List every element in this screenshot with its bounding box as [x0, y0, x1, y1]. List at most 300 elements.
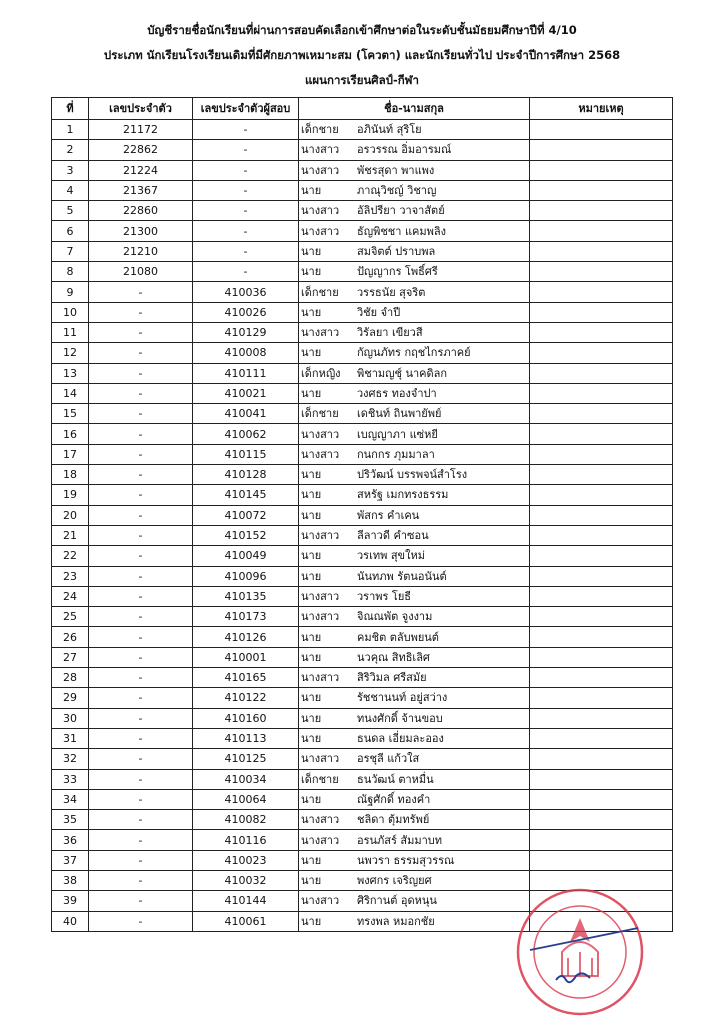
full-name: นันทภพ รัตนอนันต์	[357, 569, 447, 583]
full-name: ทรงพล หมอกชัย	[357, 914, 435, 928]
remark-cell	[530, 302, 673, 322]
row-number: 15	[52, 404, 89, 424]
name-prefix: นางสาว	[301, 610, 340, 624]
name-prefix: นาย	[301, 691, 322, 705]
row-number: 25	[52, 607, 89, 627]
row-number: 7	[52, 241, 89, 261]
remark-cell	[530, 282, 673, 302]
remark-cell	[530, 221, 673, 241]
name-cell	[299, 383, 530, 403]
name-cell	[299, 769, 530, 789]
student-id-cell: -	[89, 322, 193, 342]
name-prefix: นาย	[301, 184, 322, 198]
exam-id-cell: 410152	[193, 525, 299, 545]
table-row	[52, 404, 673, 424]
remark-cell	[530, 505, 673, 525]
remark-cell	[530, 201, 673, 221]
name-cell	[299, 363, 530, 383]
student-id-cell: -	[89, 708, 193, 728]
name-prefix: นาย	[301, 549, 322, 563]
name-cell	[299, 586, 530, 606]
exam-id-cell: 410001	[193, 647, 299, 667]
full-name: จิณณพัต จูงงาม	[357, 610, 433, 624]
row-number: 31	[52, 728, 89, 748]
exam-id-cell: 410125	[193, 749, 299, 769]
remark-cell	[530, 668, 673, 688]
row-number: 23	[52, 566, 89, 586]
remark-cell	[530, 728, 673, 748]
table-row	[52, 647, 673, 667]
exam-id-cell: 410049	[193, 546, 299, 566]
table-row	[52, 830, 673, 850]
table-row	[52, 688, 673, 708]
row-number: 13	[52, 363, 89, 383]
name-cell	[299, 870, 530, 890]
full-name: ธนดล เอี่ยมละออง	[357, 732, 444, 746]
remark-cell	[530, 525, 673, 545]
name-cell	[299, 444, 530, 464]
row-number: 22	[52, 546, 89, 566]
table-row	[52, 465, 673, 485]
exam-id-cell: -	[193, 160, 299, 180]
table-row	[52, 262, 673, 282]
full-name: เบญญาภา แซ่หยี	[357, 427, 438, 441]
name-cell	[299, 708, 530, 728]
student-id-cell: -	[89, 789, 193, 809]
remark-cell	[530, 262, 673, 282]
table-row	[52, 505, 673, 525]
table-row	[52, 241, 673, 261]
name-cell	[299, 404, 530, 424]
student-id-cell: 22860	[89, 201, 193, 221]
document-title: บัญชีรายชื่อนักเรียนที่ผ่านการสอบคัดเลือกเข้าศึกษาต่อในระดับชั้นมัธยมศึกษาปีที่ 4/10	[147, 23, 577, 37]
remark-cell	[530, 180, 673, 200]
student-id-cell: -	[89, 850, 193, 870]
exam-id-cell: 410064	[193, 789, 299, 809]
full-name: กัญนภัทร กฤชไกรภาคย์	[357, 346, 471, 360]
full-name: ชลิดา ตุ้มทรัพย์	[357, 813, 430, 827]
exam-id-cell: 410116	[193, 830, 299, 850]
student-id-cell: -	[89, 343, 193, 363]
student-id-cell: -	[89, 647, 193, 667]
exam-id-cell: 410135	[193, 586, 299, 606]
name-cell	[299, 810, 530, 830]
remark-cell	[530, 830, 673, 850]
full-name: พิชามญชุ์ นาคดิลก	[357, 366, 448, 380]
full-name: ลีลาวดี คำซอน	[357, 529, 429, 543]
exam-id-cell: -	[193, 241, 299, 261]
name-cell	[299, 302, 530, 322]
remark-cell	[530, 140, 673, 160]
full-name: อรนภัสร์ สัมมาบท	[357, 833, 443, 847]
name-prefix: นาย	[301, 305, 322, 319]
row-number: 26	[52, 627, 89, 647]
exam-id-cell: 410113	[193, 728, 299, 748]
name-prefix: นาย	[301, 650, 322, 664]
table-row	[52, 586, 673, 606]
row-number: 10	[52, 302, 89, 322]
full-name: ธัญพิชชา แคมพลิง	[357, 224, 447, 238]
name-prefix: นางสาว	[301, 752, 340, 766]
row-number: 17	[52, 444, 89, 464]
name-prefix: นาย	[301, 853, 322, 867]
full-name: วงศธร ทองจำปา	[357, 387, 437, 400]
name-prefix: นาย	[301, 792, 322, 806]
full-name: พงศกร เจริญยศ	[357, 874, 432, 888]
table-row	[52, 850, 673, 870]
name-cell	[299, 668, 530, 688]
study-plan-title: แผนการเรียนศิลป์-กีฬา	[304, 73, 420, 87]
remark-cell	[530, 120, 673, 140]
remark-cell	[530, 404, 673, 424]
name-cell	[299, 525, 530, 545]
student-id-cell: -	[89, 911, 193, 931]
full-name: พัชรสุดา พาแพง	[357, 163, 435, 177]
table-row	[52, 627, 673, 647]
name-prefix: นางสาว	[301, 326, 340, 340]
row-number: 5	[52, 201, 89, 221]
exam-id-cell: -	[193, 180, 299, 200]
table-row	[52, 180, 673, 200]
remark-cell	[530, 363, 673, 383]
remark-cell	[530, 160, 673, 180]
name-prefix: นางสาว	[301, 833, 340, 847]
header-remark: หมายเหตุ	[530, 98, 673, 120]
student-id-cell: -	[89, 363, 193, 383]
name-prefix: นาย	[301, 468, 322, 482]
exam-id-cell: -	[193, 262, 299, 282]
name-cell	[299, 607, 530, 627]
exam-id-cell: 410041	[193, 404, 299, 424]
name-prefix: นางสาว	[301, 894, 340, 908]
remark-cell	[530, 810, 673, 830]
name-cell	[299, 120, 530, 140]
remark-cell	[530, 343, 673, 363]
row-number: 32	[52, 749, 89, 769]
name-cell	[299, 241, 530, 261]
table-row	[52, 363, 673, 383]
name-cell	[299, 627, 530, 647]
full-name: สหรัฐ เมกทรงธรรม	[357, 488, 449, 502]
table-row	[52, 607, 673, 627]
table-row	[52, 870, 673, 890]
name-cell	[299, 647, 530, 667]
exam-id-cell: 410032	[193, 870, 299, 890]
student-list-table	[51, 97, 673, 932]
full-name: รัชชานนท์ อยู่สว่าง	[357, 691, 448, 705]
name-prefix: นาย	[301, 244, 322, 258]
name-cell	[299, 830, 530, 850]
row-number: 40	[52, 911, 89, 931]
student-id-cell: -	[89, 282, 193, 302]
row-number: 3	[52, 160, 89, 180]
exam-id-cell: 410126	[193, 627, 299, 647]
table-row	[52, 546, 673, 566]
name-prefix: นาย	[301, 914, 322, 928]
name-cell	[299, 749, 530, 769]
exam-id-cell: 410021	[193, 383, 299, 403]
remark-cell	[530, 566, 673, 586]
name-prefix: นาย	[301, 508, 322, 522]
table-row	[52, 201, 673, 221]
full-name: ทนงศักดิ์ จ้านขอบ	[357, 711, 443, 725]
student-id-cell: 21300	[89, 221, 193, 241]
name-prefix: นางสาว	[301, 589, 340, 603]
student-id-cell: -	[89, 302, 193, 322]
name-prefix: เด็กชาย	[301, 285, 339, 299]
student-id-cell: 21172	[89, 120, 193, 140]
table-row	[52, 140, 673, 160]
name-prefix: นางสาว	[301, 224, 340, 238]
exam-id-cell: 410023	[193, 850, 299, 870]
exam-id-cell: 410173	[193, 607, 299, 627]
student-id-cell: -	[89, 728, 193, 748]
row-number: 21	[52, 525, 89, 545]
student-id-cell: 21367	[89, 180, 193, 200]
name-prefix: นาย	[301, 569, 322, 583]
name-prefix: เด็กชาย	[301, 123, 339, 137]
table-row	[52, 343, 673, 363]
student-id-cell: -	[89, 525, 193, 545]
table-row	[52, 668, 673, 688]
student-id-cell: 21224	[89, 160, 193, 180]
table-header-row	[52, 98, 673, 120]
exam-id-cell: 410008	[193, 343, 299, 363]
row-number: 34	[52, 789, 89, 809]
student-id-cell: -	[89, 444, 193, 464]
remark-cell	[530, 424, 673, 444]
name-prefix: นางสาว	[301, 427, 340, 441]
full-name: นวคุณ สิทธิเลิศ	[357, 650, 430, 664]
exam-id-cell: 410061	[193, 911, 299, 931]
full-name: วราพร โยธี	[357, 589, 411, 603]
table-row	[52, 728, 673, 748]
name-cell	[299, 688, 530, 708]
full-name: อัลิปรียา วาจาสัตย์	[357, 204, 445, 218]
row-number: 1	[52, 120, 89, 140]
student-id-cell: 21210	[89, 241, 193, 261]
row-number: 29	[52, 688, 89, 708]
full-name: อภินันท์ สุริโย	[357, 123, 422, 137]
table-row	[52, 302, 673, 322]
row-number: 20	[52, 505, 89, 525]
student-id-cell: -	[89, 586, 193, 606]
name-prefix: เด็กชาย	[301, 772, 339, 786]
table-row	[52, 769, 673, 789]
full-name: ธนวัฒน์ ตาหมื่น	[357, 772, 434, 786]
name-cell	[299, 180, 530, 200]
header-no: ที่	[52, 98, 89, 120]
name-prefix: นาย	[301, 346, 322, 360]
full-name: สมจิตต์ ปราบพล	[357, 244, 436, 258]
table-row	[52, 221, 673, 241]
row-number: 24	[52, 586, 89, 606]
name-cell	[299, 546, 530, 566]
remark-cell	[530, 749, 673, 769]
name-cell	[299, 891, 530, 911]
full-name: ปัญญากร โพธิ์ศรี	[357, 265, 438, 279]
student-id-cell: -	[89, 383, 193, 403]
full-name: อรวรรณ อิ่มอารมณ์	[357, 143, 452, 157]
row-number: 16	[52, 424, 89, 444]
remark-cell	[530, 546, 673, 566]
exam-id-cell: 410062	[193, 424, 299, 444]
student-id-cell: 22862	[89, 140, 193, 160]
table-row	[52, 282, 673, 302]
row-number: 12	[52, 343, 89, 363]
name-prefix: นาย	[301, 630, 322, 644]
name-cell	[299, 911, 530, 931]
table-row	[52, 749, 673, 769]
student-id-cell: -	[89, 769, 193, 789]
remark-cell	[530, 383, 673, 403]
remark-cell	[530, 911, 673, 931]
full-name: ภาณุวิชญ์ วิชาญ	[357, 184, 437, 198]
full-name: คมชิต ตลับพยนต์	[357, 630, 439, 644]
student-id-cell: -	[89, 404, 193, 424]
table-row	[52, 444, 673, 464]
student-id-cell: -	[89, 668, 193, 688]
remark-cell	[530, 708, 673, 728]
full-name: วรเทพ สุขใหม่	[357, 549, 425, 563]
exam-id-cell: 410034	[193, 769, 299, 789]
remark-cell	[530, 769, 673, 789]
remark-cell	[530, 891, 673, 911]
student-id-cell: -	[89, 546, 193, 566]
student-id-cell: -	[89, 830, 193, 850]
header-name: ชื่อ-นามสกุล	[299, 98, 530, 120]
full-name: เดชินท์ ถินพายัพย์	[357, 407, 442, 421]
name-prefix: นางสาว	[301, 447, 340, 461]
exam-id-cell: 410145	[193, 485, 299, 505]
full-name: วิรัลยา เขียวสี	[357, 326, 423, 340]
row-number: 30	[52, 708, 89, 728]
remark-cell	[530, 607, 673, 627]
full-name: สิริวิมล ศรีสมัย	[357, 671, 427, 685]
table-row	[52, 891, 673, 911]
remark-cell	[530, 586, 673, 606]
name-cell	[299, 201, 530, 221]
remark-cell	[530, 688, 673, 708]
row-number: 8	[52, 262, 89, 282]
exam-id-cell: 410115	[193, 444, 299, 464]
name-prefix: นาย	[301, 711, 322, 725]
remark-cell	[530, 789, 673, 809]
student-id-cell: -	[89, 566, 193, 586]
student-id-cell: -	[89, 870, 193, 890]
remark-cell	[530, 850, 673, 870]
student-id-cell: -	[89, 485, 193, 505]
row-number: 6	[52, 221, 89, 241]
full-name: ณัฐศักดิ์ ทองคำ	[357, 792, 431, 806]
table-row	[52, 424, 673, 444]
exam-id-cell: 410096	[193, 566, 299, 586]
full-name: วิชัย จำปี	[357, 305, 401, 319]
remark-cell	[530, 465, 673, 485]
remark-cell	[530, 627, 673, 647]
exam-id-cell: 410122	[193, 688, 299, 708]
name-cell	[299, 424, 530, 444]
exam-id-cell: 410082	[193, 810, 299, 830]
row-number: 38	[52, 870, 89, 890]
name-cell	[299, 221, 530, 241]
name-prefix: นางสาว	[301, 163, 340, 177]
document-subtitle: ประเภท นักเรียนโรงเรียนเดิมที่มีศักยภาพเหมาะสม (โควตา) และนักเรียนทั่วไป ประจำปีการศึกษา 2568	[103, 48, 621, 62]
name-prefix: นาย	[301, 387, 322, 400]
name-cell	[299, 262, 530, 282]
name-prefix: นาย	[301, 732, 322, 746]
name-cell	[299, 465, 530, 485]
exam-id-cell: -	[193, 120, 299, 140]
name-prefix: นางสาว	[301, 143, 340, 157]
name-prefix: นางสาว	[301, 813, 340, 827]
full-name: พัสกร คำเคน	[357, 508, 420, 522]
student-id-cell: -	[89, 465, 193, 485]
table-row	[52, 810, 673, 830]
student-id-cell: -	[89, 505, 193, 525]
row-number: 4	[52, 180, 89, 200]
exam-id-cell: 410165	[193, 668, 299, 688]
exam-id-cell: 410160	[193, 708, 299, 728]
student-id-cell: 21080	[89, 262, 193, 282]
name-cell	[299, 140, 530, 160]
exam-id-cell: 410128	[193, 465, 299, 485]
student-id-cell: -	[89, 688, 193, 708]
name-prefix: นาย	[301, 265, 322, 279]
name-cell	[299, 566, 530, 586]
remark-cell	[530, 647, 673, 667]
exam-id-cell: 410072	[193, 505, 299, 525]
full-name: อรชุลี แก้วใส	[357, 752, 420, 766]
table-row	[52, 789, 673, 809]
name-cell	[299, 322, 530, 342]
table-row	[52, 322, 673, 342]
table-row	[52, 383, 673, 403]
row-number: 18	[52, 465, 89, 485]
header-student-id: เลขประจำตัว	[89, 98, 193, 120]
remark-cell	[530, 322, 673, 342]
row-number: 9	[52, 282, 89, 302]
student-id-cell: -	[89, 627, 193, 647]
exam-id-cell: 410144	[193, 891, 299, 911]
row-number: 2	[52, 140, 89, 160]
remark-cell	[530, 241, 673, 261]
row-number: 39	[52, 891, 89, 911]
exam-id-cell: 410036	[193, 282, 299, 302]
row-number: 35	[52, 810, 89, 830]
name-prefix: นางสาว	[301, 204, 340, 218]
table-row	[52, 566, 673, 586]
name-cell	[299, 728, 530, 748]
header-exam-id: เลขประจำตัวผู้สอบ	[193, 98, 299, 120]
exam-id-cell: -	[193, 140, 299, 160]
exam-id-cell: -	[193, 221, 299, 241]
table-row	[52, 120, 673, 140]
name-cell	[299, 789, 530, 809]
name-prefix: นางสาว	[301, 671, 340, 685]
exam-id-cell: 410026	[193, 302, 299, 322]
name-prefix: นาย	[301, 874, 322, 888]
name-prefix: เด็กชาย	[301, 407, 339, 421]
row-number: 11	[52, 322, 89, 342]
row-number: 27	[52, 647, 89, 667]
name-cell	[299, 282, 530, 302]
student-id-cell: -	[89, 891, 193, 911]
exam-id-cell: -	[193, 201, 299, 221]
name-cell	[299, 850, 530, 870]
student-id-cell: -	[89, 749, 193, 769]
name-cell	[299, 343, 530, 363]
